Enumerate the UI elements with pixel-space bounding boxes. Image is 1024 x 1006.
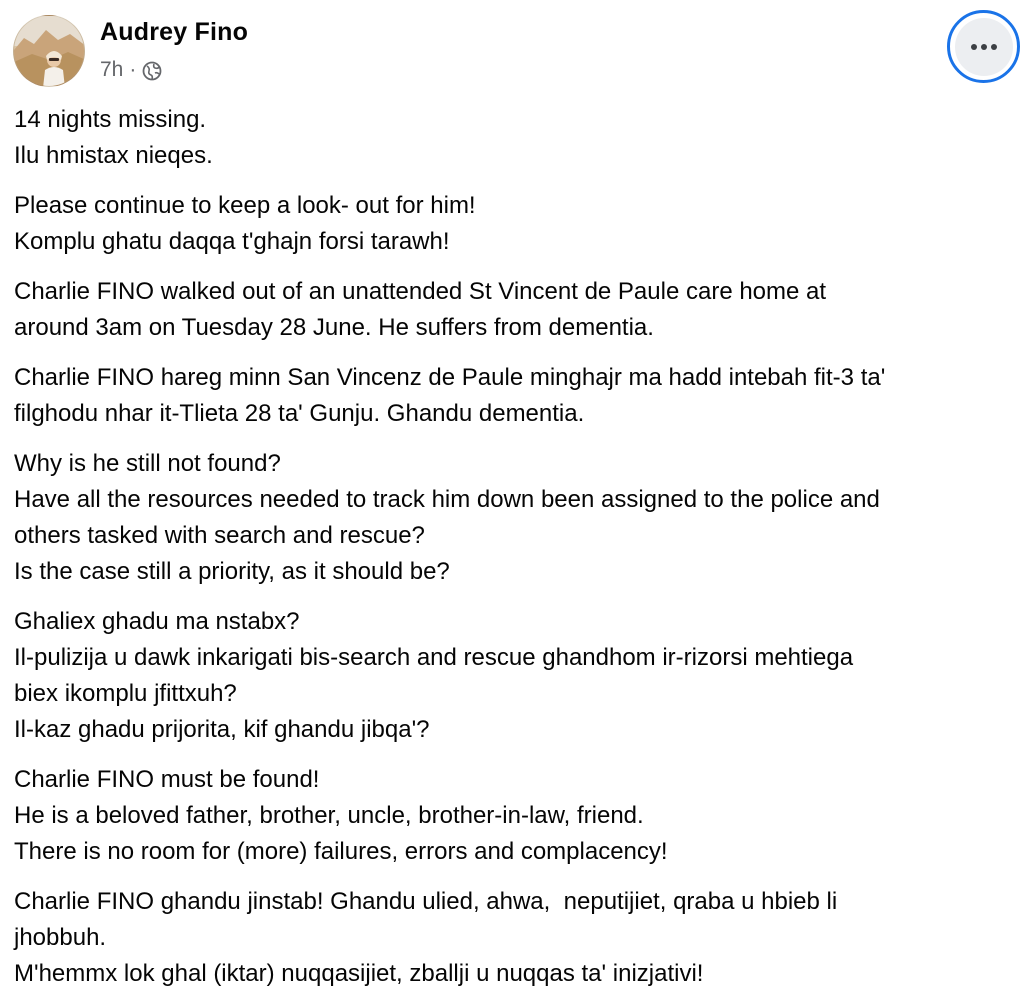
post-text-line: There is no room for (more) failures, errors and complacency! [14, 838, 668, 865]
post-paragraph [14, 360, 1014, 432]
post-text-line: biex ikomplu jfittxuh? [14, 680, 237, 707]
post-paragraph [14, 274, 1014, 346]
post-text-line: Have all the resources needed to track him down been assigned to the police and [14, 486, 880, 513]
post-text [14, 102, 1014, 1006]
post-meta [100, 58, 162, 82]
more-options-button[interactable] [947, 10, 1020, 83]
post-text-line: Ghaliex ghadu ma nstabx? [14, 608, 300, 635]
post-text-line: filghodu nhar it-Tlieta 28 ta' Gunju. Ghandu dementia. [14, 400, 585, 427]
post-text-line: Il-kaz ghadu prijorita, kif ghandu jibqa'? [14, 716, 430, 743]
author-name[interactable]: Audrey Fino [100, 18, 249, 46]
post-text-line: Is the case still a priority, as it should be? [14, 558, 450, 585]
post-text-line: others tasked with search and rescue? [14, 522, 425, 549]
post-header [0, 0, 1024, 100]
post-text-line: Il-pulizija u dawk inkarigati bis-search and rescue ghandhom ir-rizorsi mehtiega [14, 644, 854, 671]
post-text-line: Charlie FINO must be found! [14, 766, 320, 793]
post-paragraph [14, 884, 1014, 992]
post-text-line: around 3am on Tuesday 28 June. He suffers from dementia. [14, 314, 654, 341]
post-text-line: Charlie FINO ghandu jinstab! Ghandu ulied, ahwa, neputijiet, qraba u hbieb li [14, 888, 838, 915]
post-text-line: Ilu hmistax nieqes. [14, 142, 213, 169]
post-text-line: Charlie FINO hareg minn San Vincenz de Paule minghajr ma hadd intebah fit-3 ta' [14, 364, 886, 391]
post-paragraph [14, 762, 1014, 870]
meta-separator: · [129, 58, 137, 81]
post-time[interactable]: 7h [100, 58, 124, 81]
avatar-photo [14, 16, 85, 87]
more-options-icon [955, 18, 1013, 76]
post-paragraph [14, 446, 1014, 590]
post-text-line: Charlie FINO walked out of an unattended St Vincent de Paule care home at [14, 278, 827, 305]
post-text-line: jhobbuh. [14, 924, 107, 951]
post-text-line: Why is he still not found? [14, 450, 281, 477]
post-text-line: M'hemmx lok ghal (iktar) nuqqasijiet, zballji u nuqqas ta' inizjativi! [14, 960, 704, 987]
post-text-line: Komplu ghatu daqqa t'ghajn forsi tarawh! [14, 228, 450, 255]
post-paragraph [14, 188, 1014, 260]
post-text-line: He is a beloved father, brother, uncle, brother-in-law, friend. [14, 802, 644, 829]
post-paragraph [14, 102, 1014, 174]
post-text-line: 14 nights missing. [14, 106, 207, 133]
post-paragraph [14, 604, 1014, 748]
globe-icon[interactable] [142, 61, 162, 81]
author-avatar[interactable] [13, 15, 85, 87]
post-text-line: Please continue to keep a look- out for him! [14, 192, 476, 219]
